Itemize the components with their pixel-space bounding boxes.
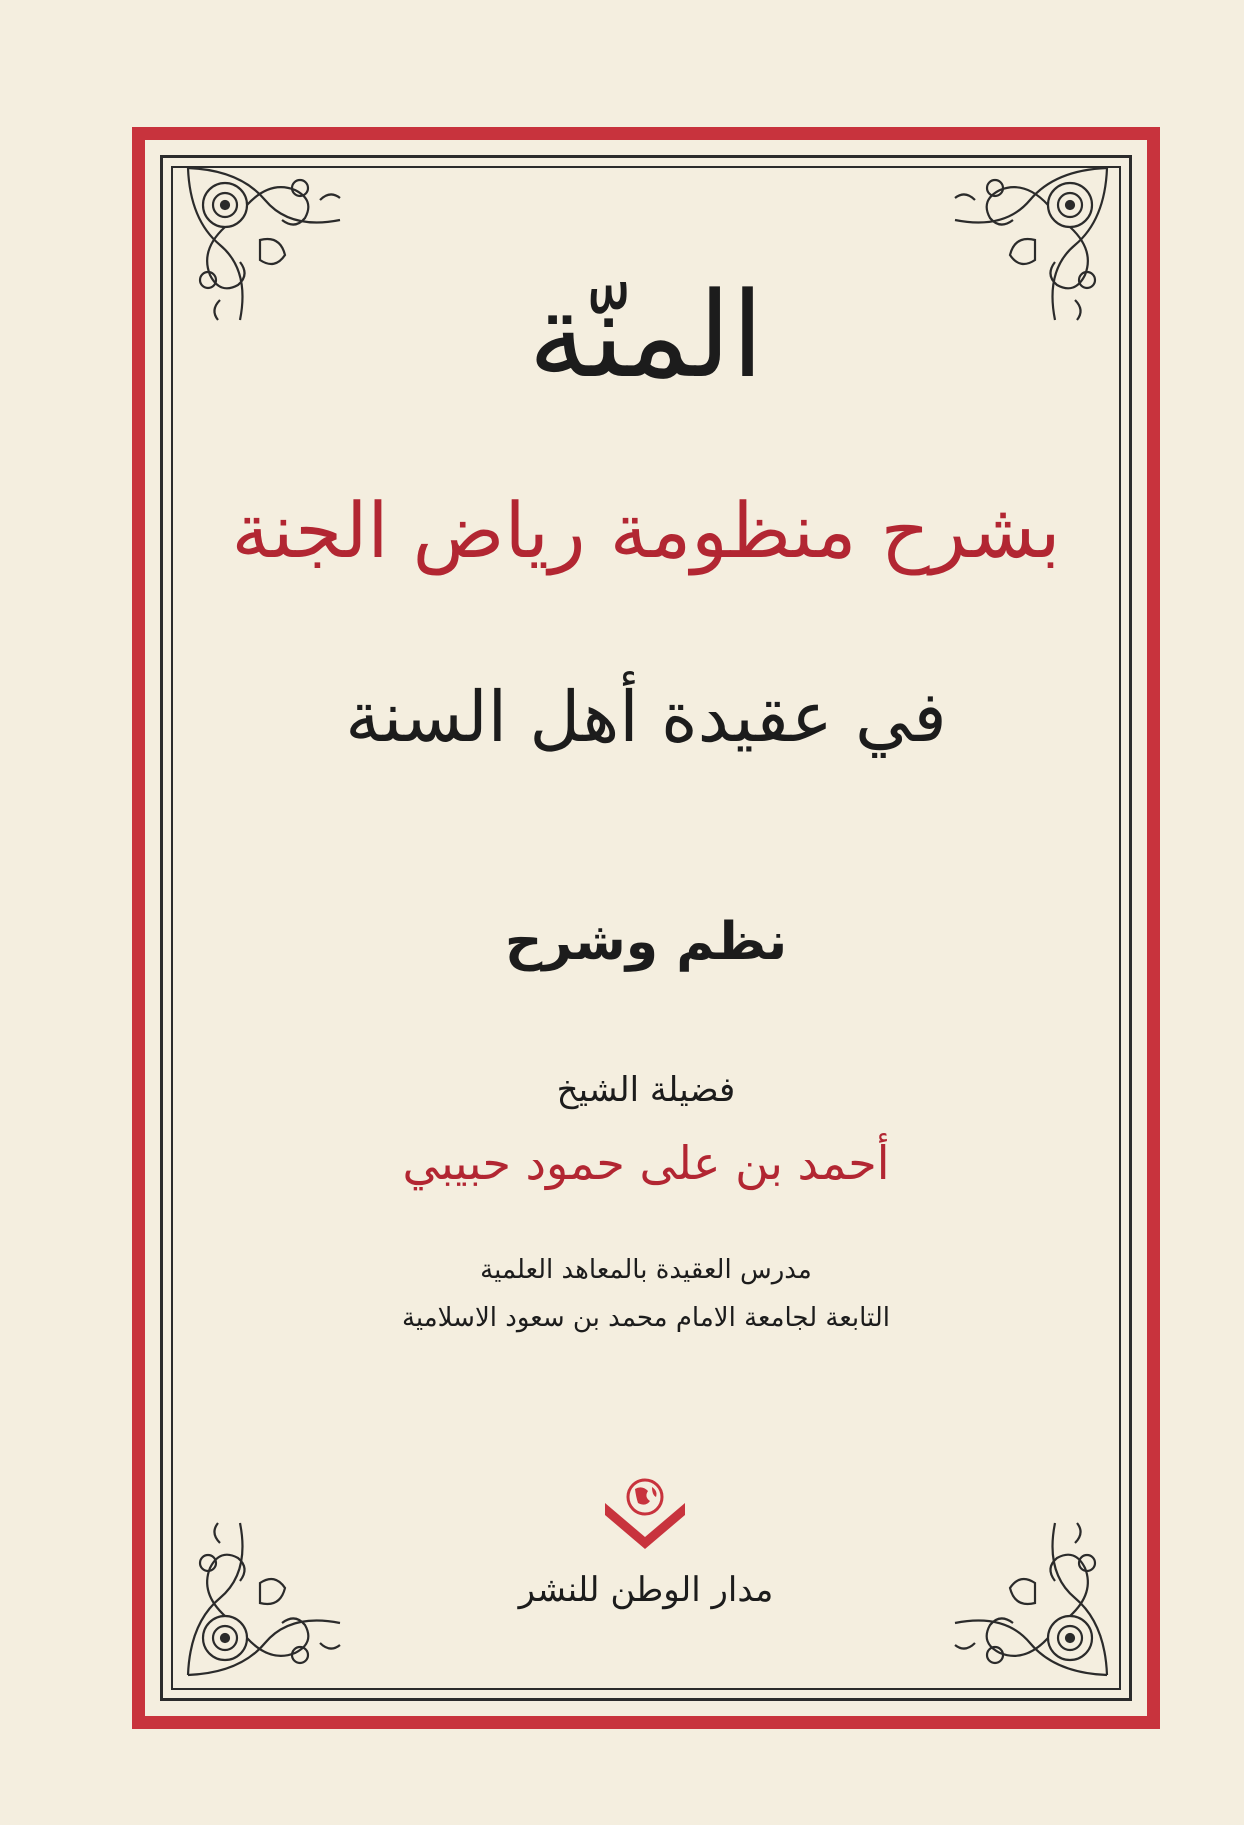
author-name: أحمد بن على حمود حبيبي: [402, 1136, 890, 1190]
book-subtitle-continued: في عقيدة أهل السنة: [345, 676, 947, 758]
author-position-line-2: التابعة لجامعة الامام محمد بن سعود الاسلامية: [401, 1303, 891, 1333]
verse-and-commentary-label: نظم وشرح: [504, 912, 788, 972]
book-subtitle: بشرح منظومة رياض الجنة: [231, 486, 1061, 575]
author-honorific: فضيلة الشيخ: [556, 1070, 736, 1110]
book-title: المنّة: [528, 266, 764, 404]
author-position-line-1: مدرس العقيدة بالمعاهد العلمية: [480, 1255, 812, 1285]
publisher-name: مدار الوطن للنشر: [518, 1570, 774, 1610]
globe-chevron-logo-icon: [600, 1475, 690, 1555]
